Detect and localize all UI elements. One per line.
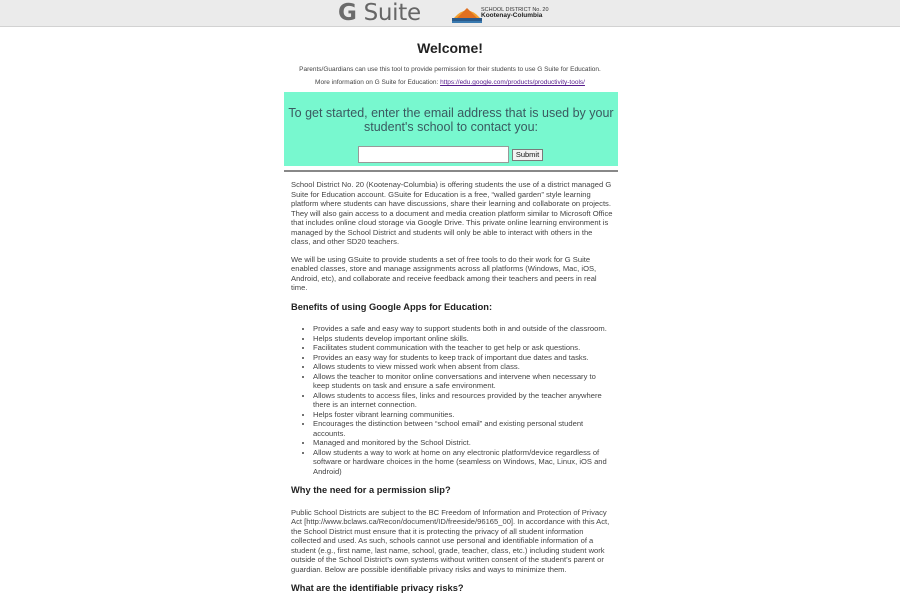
list-item: • Encourages the distinction between “school email” and existing personal student accounts. <box>313 419 613 438</box>
list-item: • Allows students to access files, links and resources provided by the teacher anywhere there is an internet connection. <box>313 391 613 410</box>
intro-text: Parents/Guardians can use this tool to provide permission for their students to use G Suite for Education. <box>299 66 601 73</box>
list-item: • Provides an easy way for students to keep track of important due dates and tasks. <box>313 353 613 363</box>
list-item: • Provides a safe and easy way to support students both in and outside of the classroom. <box>313 324 613 334</box>
list-item: • Helps students develop important online skills. <box>313 334 613 344</box>
benefits-heading: Benefits of using Google Apps for Education: <box>291 301 493 312</box>
divider <box>284 170 618 172</box>
gsuite-logo: G Suite <box>338 0 421 26</box>
list-item: • Allows the teacher to monitor online conversations and intervene when necessary to keep students on task and ensure a safe environment. <box>313 372 613 391</box>
benefits-list <box>313 324 613 476</box>
header-bar <box>0 0 900 27</box>
list-item: • Managed and monitored by the School District. <box>313 438 613 448</box>
email-prompt: To get started, enter the email address that is used by your student's school to contact you: <box>288 106 614 134</box>
email-input[interactable] <box>358 146 509 163</box>
list-item: • Facilitates student communication with the teacher to get help or ask questions. <box>313 343 613 353</box>
submit-button[interactable]: Submit <box>512 149 543 161</box>
email-form-panel <box>284 92 618 166</box>
intro-paragraph: School District No. 20 (Kootenay-Columbia) is offering students the use of a district managed G Suite for Education account. GSuite for Education is a free, “walled garden” style learning platform where students can have discussions, share their learning and collaborate on projects. They will also gain access to a document and media creation platform similar to Microsoft Office that includes online cloud storage via Google Drive. This private online learning environment is managed by the School District and students will only be able to interact with others in the class, and other SD20 teachers. <box>291 180 613 246</box>
usage-paragraph: We will be using GSuite to provide students a set of free tools to do their work for G Suite enabled classes, store and manage assignments across all platforms (Windows, Mac, iOS, Android, etc), and collaborate and receive feedback among their teachers and peers in real time. <box>291 254 597 292</box>
risks-heading: What are the identifiable privacy risks? <box>291 583 464 593</box>
intro-info-line: More information on G Suite for Education: https://edu.google.com/products/productivity-tools/ <box>315 79 585 86</box>
permission-heading: Why the need for a permission slip? <box>291 485 451 495</box>
list-item: • Allows students to view missed work when absent from class. <box>313 362 613 372</box>
page-title: Welcome! <box>417 40 483 56</box>
list-item: • Helps foster vibrant learning communities. <box>313 410 613 420</box>
district-name: SCHOOL DISTRICT No. 20 Kootenay-Columbia <box>481 7 549 19</box>
list-item: • Allow students a way to work at home on any electronic platform/device regardless of software or hardware choices in the home (seamless on Windows, Mac, Linux, iOS and Android) <box>313 448 613 477</box>
privacy-paragraph: Public School Districts are subject to the BC Freedom of Information and Protection of Privacy Act [http://www.bclaws.ca/Recon/document/ID/freeside/96165_00]. In accordance with this Act, the School District must ensure that it is protecting the privacy of all student information collected and used. As such, schools cannot use personal and identifiable information of a student (e.g., first name, last name, school, grade, teacher, class, etc.) including student work outside of the School District’s own systems without written consent of the student’s parent or guardian. Below are possible identifiable privacy risks and ways to minimize them. <box>291 507 610 574</box>
main-content <box>291 180 613 600</box>
gsuite-info-link[interactable]: https://edu.google.com/products/productivity-tools/ <box>440 79 585 86</box>
